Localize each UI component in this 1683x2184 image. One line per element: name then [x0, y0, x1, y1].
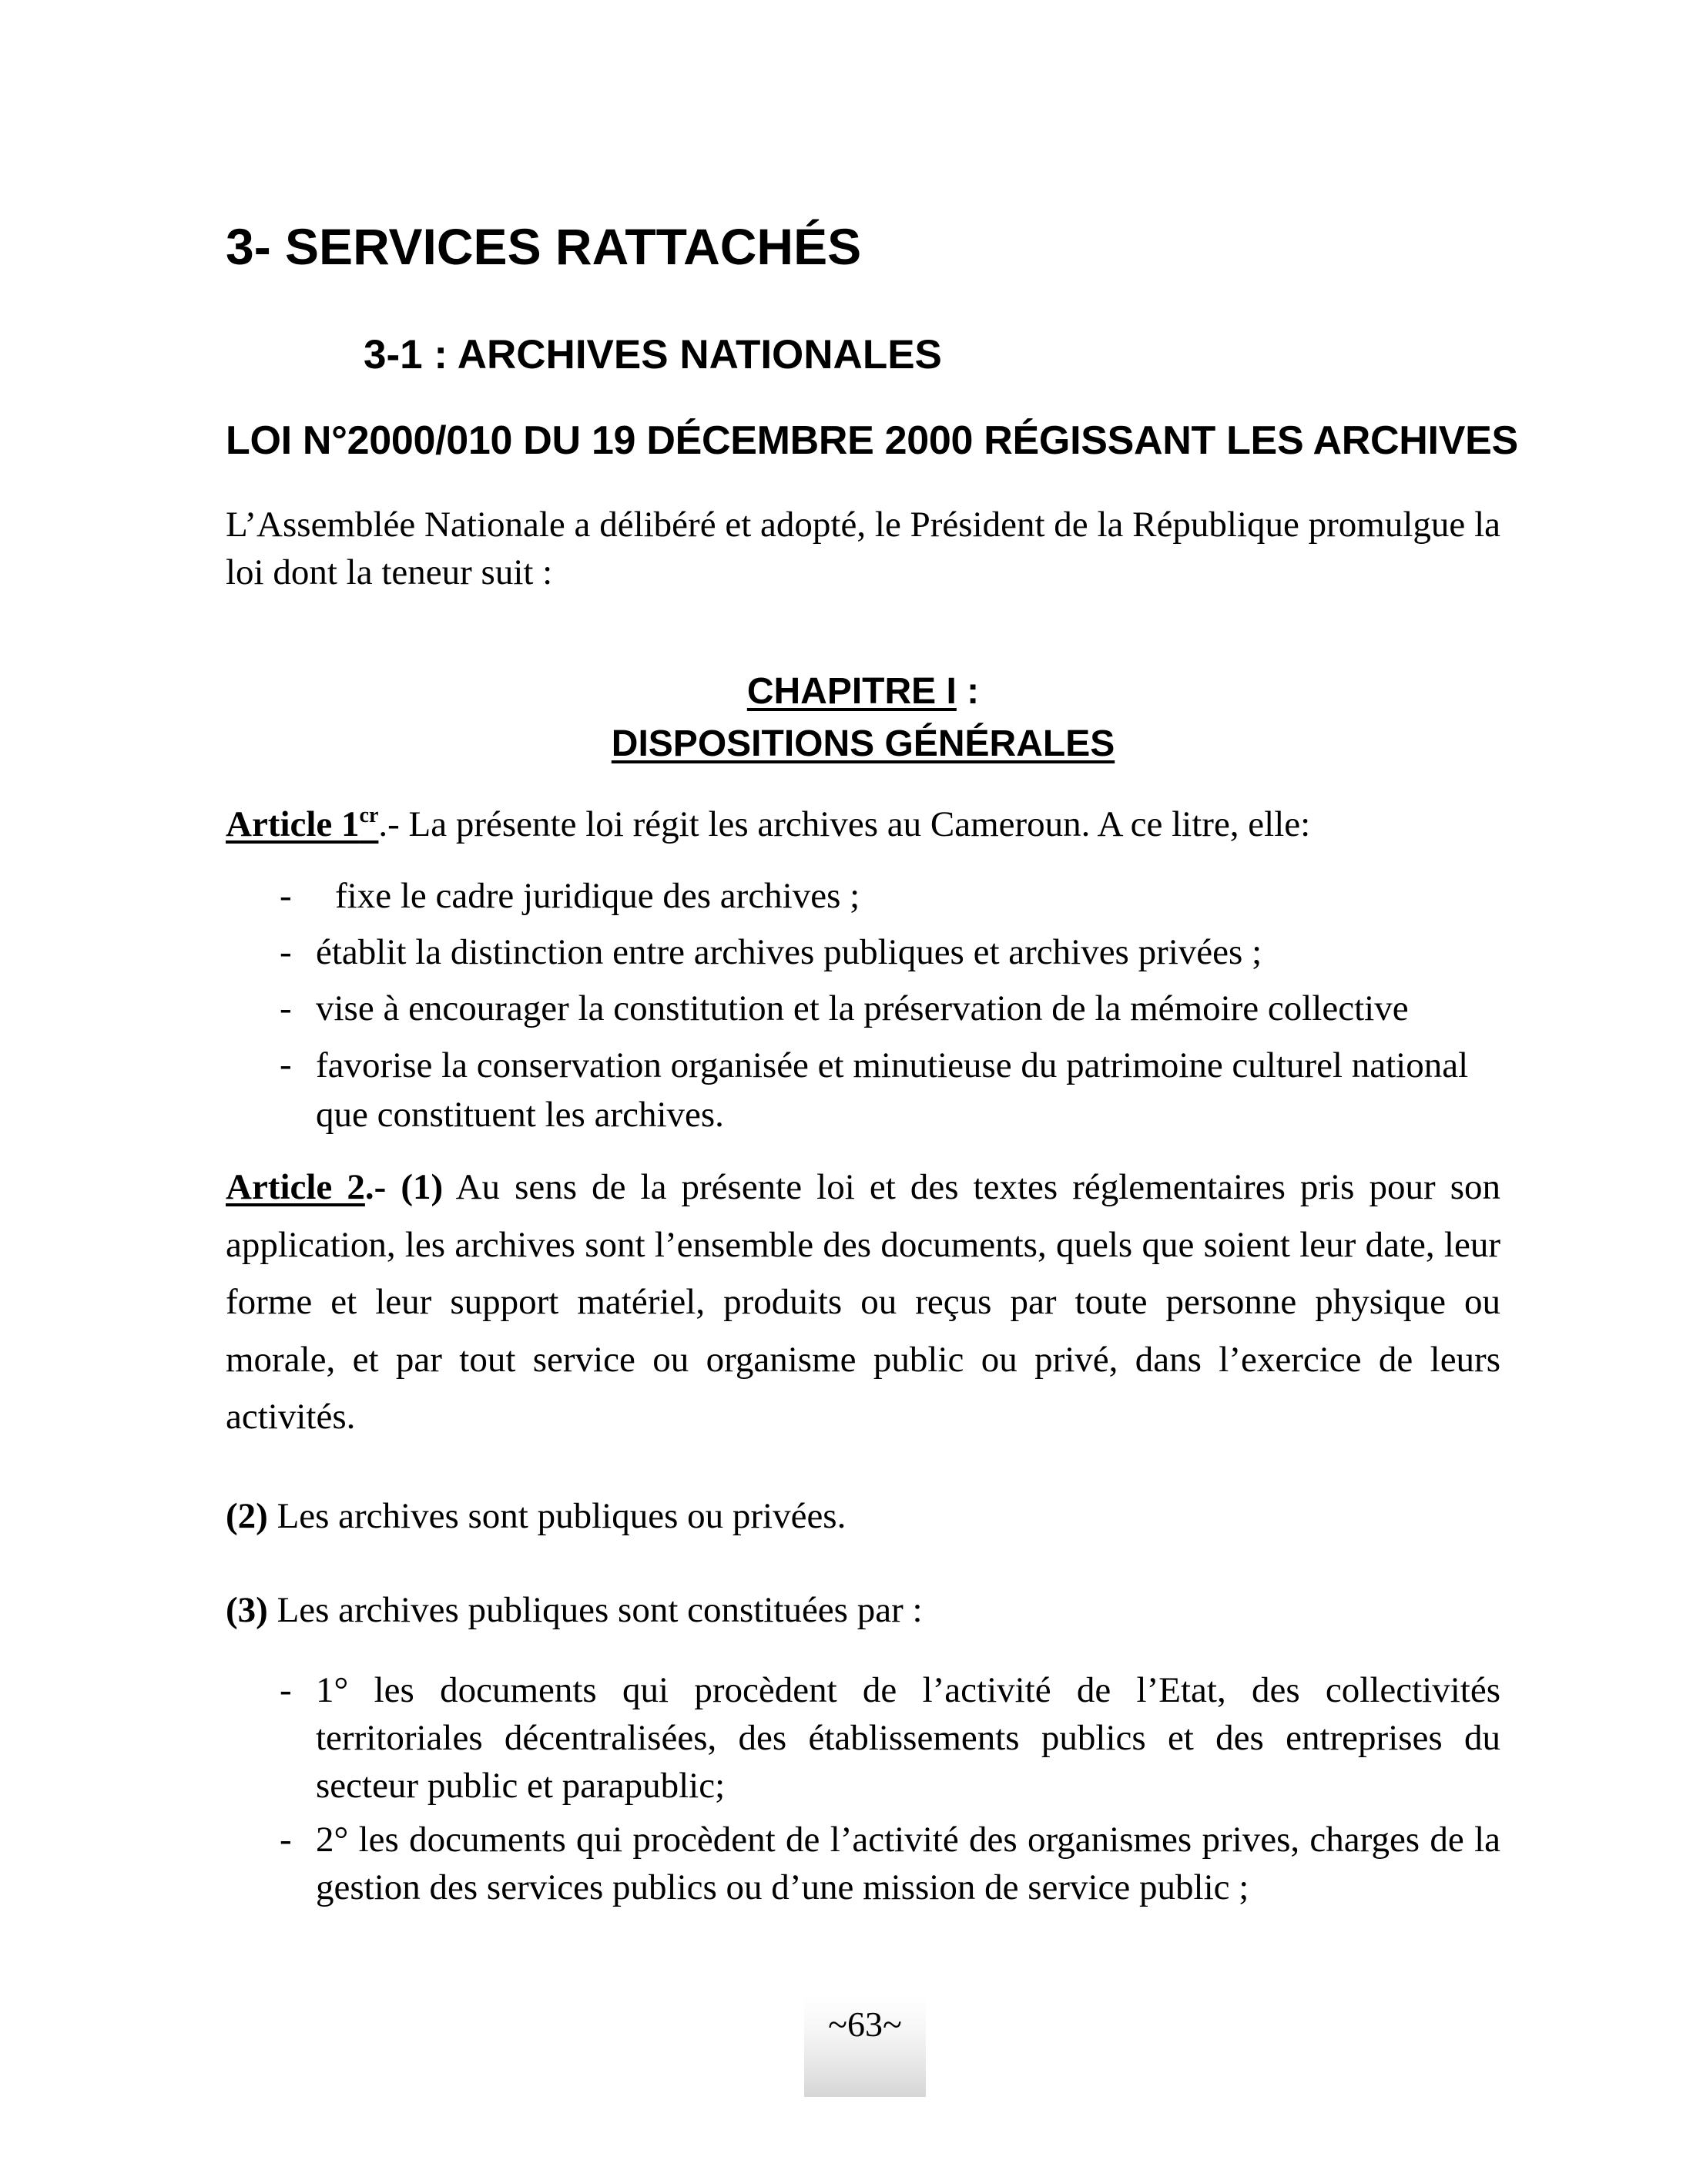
article-1-heading — [226, 801, 1310, 847]
dash-bullet-icon: - — [280, 1670, 292, 1710]
article-2-label: Article 2 — [226, 1167, 365, 1207]
article-1-label-text: Article 1 — [226, 804, 360, 844]
paragraph-number: (3) — [226, 1590, 268, 1630]
article-2-paragraph-1 — [226, 1159, 1500, 1446]
list-item-text: établit la distinction entre archives publiques et archives privées ; — [316, 932, 1262, 972]
article-1-text: .- La présente loi régit les archives au Cameroun. A ce litre, elle: — [378, 804, 1311, 844]
paragraph-text: Les archives publiques sont constituées par : — [267, 1590, 923, 1630]
dash-bullet-icon: - — [280, 1820, 292, 1860]
chapter-title-text: DISPOSITIONS GÉNÉRALES — [611, 723, 1115, 764]
list-item-text: favorise la conservation organisée et minutieuse du patrimoine culturel national que constituent les archives. — [316, 1045, 1469, 1135]
subsection-title: 3-1 : ARCHIVES NATIONALES — [364, 332, 942, 377]
article-2-paragraph-3 — [226, 1587, 923, 1633]
chapter-heading — [226, 669, 1500, 715]
article-1-superscript: cr — [359, 803, 379, 827]
list-item-text: vise à encourager la constitution et la préservation de la mémoire collective — [316, 988, 1409, 1028]
dash-bullet-icon: - — [280, 1045, 292, 1085]
article-2-paragraph-2 — [226, 1493, 846, 1539]
chapter-colon: : — [956, 671, 980, 712]
dash-bullet-icon: - — [280, 876, 292, 916]
law-title: LOI N°2000/010 DU 19 DÉCEMBRE 2000 RÉGISSANT LES ARCHIVES — [226, 418, 1518, 463]
paragraph-number: (2) — [226, 1496, 268, 1536]
list-item-text: 1° les documents qui procèdent de l’activité de l’Etat, des collectivités territoriales décentralisées, des établissements publics et des entreprises du secteur public et parapublic; — [316, 1670, 1500, 1806]
paragraph-number: (1) — [401, 1167, 444, 1207]
chapter-label: CHAPITRE I — [746, 671, 957, 712]
list-item-text: fixe le cadre juridique des archives ; — [335, 876, 860, 916]
page-number: ~63~ — [828, 2005, 902, 2044]
paragraph-text: Au sens de la présente loi et des textes réglementaires pris pour son application, les archives sont l’ensemble des documents, quels que soient leur date, leur forme et leur support matériel, produits ou reçus par toute personne physique ou morale, et par tout service ou organisme public ou privé, dans l’exercice de leurs activités. — [226, 1167, 1500, 1437]
article-2-separator: .- — [364, 1167, 401, 1207]
chapter-title — [226, 721, 1500, 767]
dash-bullet-icon: - — [280, 932, 292, 972]
paragraph-text: Les archives sont publiques ou privées. — [267, 1496, 847, 1536]
section-title: 3- SERVICES RATTACHÉS — [226, 218, 862, 275]
list-item-text: 2° les documents qui procèdent de l’activité des organismes prives, charges de la gestion des services publics ou d’une mission de service public ; — [316, 1820, 1500, 1907]
page-number-box — [804, 1995, 926, 2097]
article-1-label — [226, 804, 378, 844]
intro-paragraph: L’Assemblée Nationale a délibéré et adopté, le Président de la République promulgue la loi dont la teneur suit : — [226, 505, 1500, 592]
dash-bullet-icon: - — [280, 988, 292, 1028]
